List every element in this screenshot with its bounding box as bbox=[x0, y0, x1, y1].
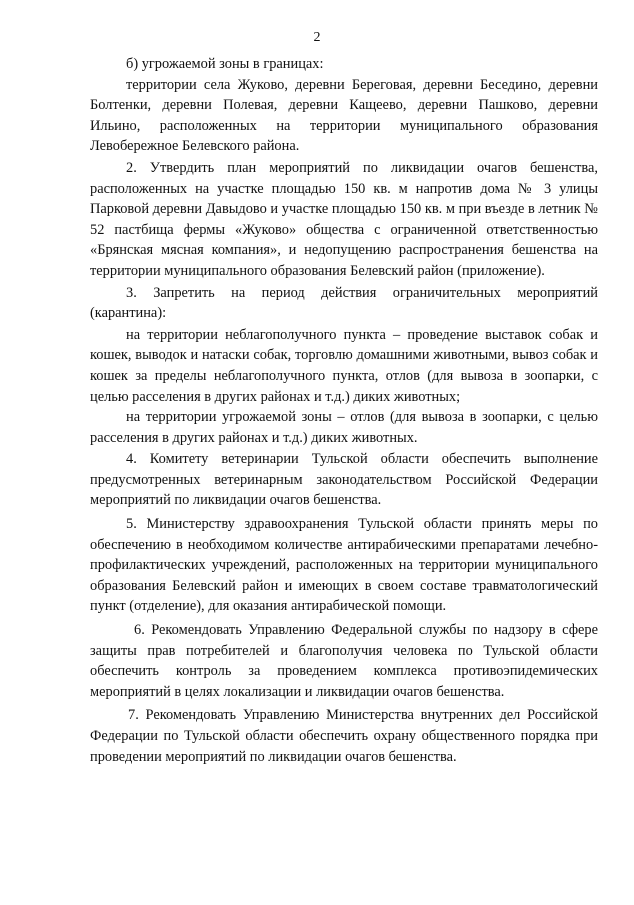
paragraph-threatened-zone-territory: территории села Жуково, деревни Береговая, деревни Беседино, деревни Болтенки, деревни Полевая, деревни Кащеево, деревни Пашково, деревни Ильино, расположенных на территории муниципального образования Левобережное Белевского района. bbox=[90, 76, 598, 155]
paragraph-item-7: 7. Рекомендовать Управлению Министерства внутренних дел Российской Федерации по Тульской области обеспечить охрану общественного порядка при проведении мероприятий по ликвидации очагов бешенства. bbox=[90, 707, 598, 765]
paragraph-item-3-threatened: на территории угрожаемой зоны – отлов (для вывоза в зоопарки, с целью расселения в других районах и т.д.) диких животных. bbox=[90, 409, 598, 446]
paragraph-item-3: 3. Запретить на период действия ограничительных мероприятий (карантина): bbox=[90, 284, 598, 322]
paragraph-item-3-outbreak: на территории неблагополучного пункта – проведение выставок собак и кошек, выводок и натаски собак, торговлю домашними животными, вывоз собак и кошек за пределы неблагополучного пункта, отлов (для вывоза в зоопарки, с целью расселения в других районах и т.д.) диких животных; bbox=[90, 326, 598, 405]
paragraph-threatened-zone-heading: б) угрожаемой зоны в границах: bbox=[126, 56, 324, 72]
document-body bbox=[90, 54, 598, 767]
paragraph-item-6: 6. Рекомендовать Управлению Федеральной службы по надзору в сфере защиты прав потребителей и благополучия человека по Тульской области обеспечить контроль за проведением комплекса противоэпидемических мероприятий в целях локализации и ликвидации очагов бешенства. bbox=[90, 622, 598, 700]
paragraph-item-2: 2. Утвердить план мероприятий по ликвидации очагов бешенства, расположенных на участке площадью 150 кв. м напротив дома № 3 улицы Парковой деревни Давыдово и участке площадью 150 кв. м при въезде в летник № 52 пастбища фермы «Жуково» общества с ограниченной ответственностью «Брянская мясная компания», и недопущению распространения бешенства на территории муниципального образования Белевский район (приложение). bbox=[90, 159, 598, 279]
page-number: 2 bbox=[313, 30, 321, 45]
paragraph-item-4: 4. Комитету ветеринарии Тульской области обеспечить выполнение предусмотренных ветеринарным законодательством Российской Федерации мероприятий по ликвидации очагов бешенства. bbox=[90, 451, 598, 509]
paragraph-item-5: 5. Министерству здравоохранения Тульской области принять меры по обеспечению в необходимом количестве антирабическими препаратами лечебно-профилактических учреждений, расположенных на территории муниципального образования Белевский район и имеющих в своем составе травматологический пункт (отделение), для оказания антирабической помощи. bbox=[90, 516, 598, 615]
